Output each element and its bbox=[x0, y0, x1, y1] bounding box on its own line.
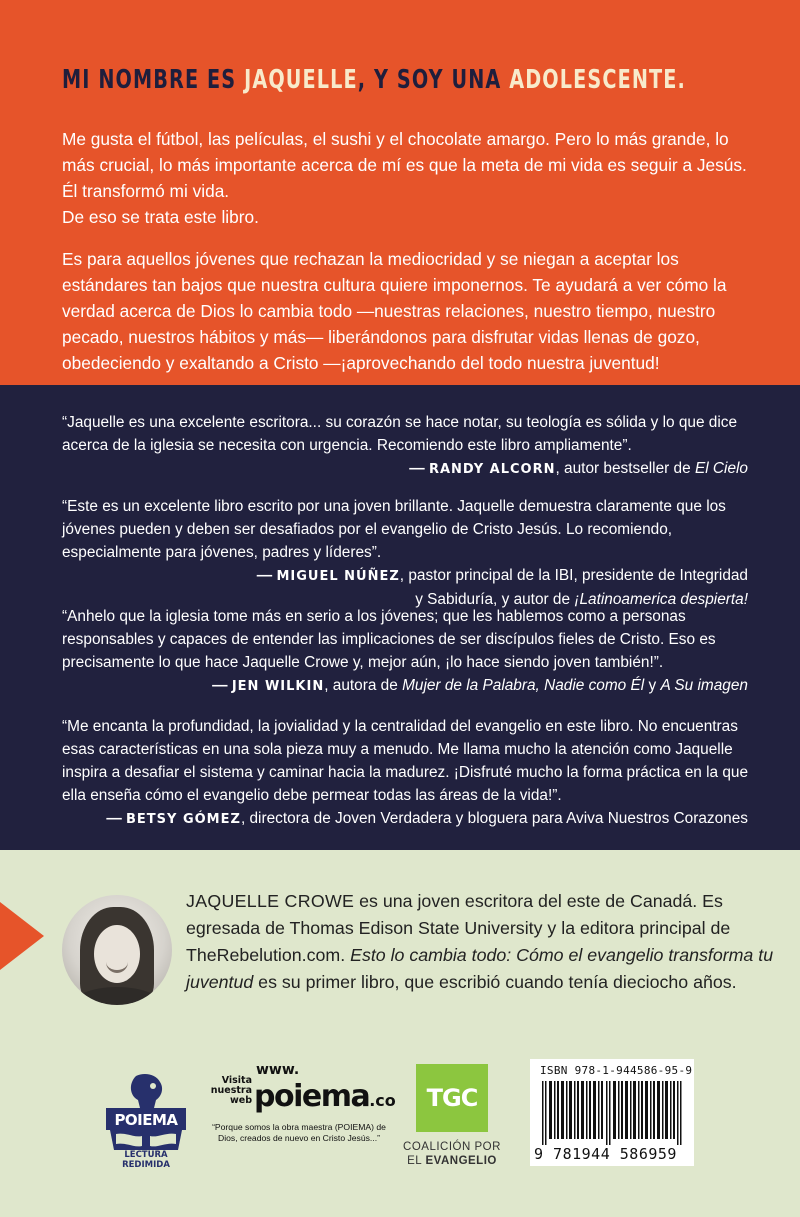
author-name: JAQUELLE CROWE bbox=[186, 891, 355, 911]
arrow-marker bbox=[0, 902, 44, 970]
isbn-digits: 9 781944 586959 bbox=[534, 1145, 677, 1163]
endorsements-section bbox=[0, 385, 800, 850]
book-title: Esto lo cambia todo: Cómo el evangelio transforma tu juventud bbox=[186, 945, 774, 992]
isbn-label: ISBN 978-1-944586-95-9 bbox=[540, 1064, 693, 1077]
endorser-name: MIGUEL NÚÑEZ bbox=[276, 569, 400, 584]
website-url: poiema bbox=[254, 1079, 370, 1114]
intro-paragraph-2: De eso se trata este libro. bbox=[62, 207, 259, 227]
endorsement-attribution: — JEN WILKIN, autora de Mujer de la Palabra, Nadie como Él y A Su imagen bbox=[212, 677, 748, 694]
barcode-icon bbox=[542, 1081, 682, 1145]
headline: MI NOMBRE ES JAQUELLE, Y SOY UNA ADOLESCENTE. bbox=[62, 65, 686, 95]
isbn-barcode bbox=[530, 1059, 694, 1166]
endorsement-text: “Me encanta la profundidad, la jovialidad y la centralidad del evangelio en este libro. No encuentras esas características en una sola pieza muy a menudo. Me llama mucho la atención como Jaquelle inspira a desafiar el sistema y caminar hacia la madurez. ¡Disfruté mucho la forma práctica en la que ella enseña cómo el evangelio debe permear todas las áreas de la vida!”. bbox=[62, 718, 749, 804]
poiema-logo: POIEMA LECTURA REDIMIDA bbox=[106, 1072, 186, 1164]
headline-name: JAQUELLE bbox=[244, 65, 358, 95]
endorsement bbox=[62, 605, 762, 698]
headline-word: ADOLESCENTE bbox=[509, 65, 678, 95]
endorsement bbox=[62, 411, 762, 481]
endorsement-attribution: — MIGUEL NÚÑEZ, pastor principal de la IBI, presidente de Integridad y Sabiduría, y autor de ¡Latinoamerica despierta! bbox=[256, 567, 748, 608]
endorser-name: RANDY ALCORN bbox=[428, 462, 556, 477]
endorsement bbox=[62, 715, 762, 831]
poiema-verse: “Porque somos la obra maestra (POIEMA) de Dios, creados de nuevo en Cristo Jesús...” bbox=[212, 1122, 386, 1143]
endorsement-text: “Este es un excelente libro escrito por una joven brillante. Jaquelle demuestra claramente que los jóvenes pueden y deben ser desafiados por el evangelio de Cristo Jesús. Lo recomiendo, especialmente para jóvenes, padres y líderes”. bbox=[62, 498, 726, 561]
synopsis-section bbox=[0, 0, 800, 385]
poiema-website-logo: Visita nuestra web www. poiema.co “Porque somos la obra maestra (POIEMA) de Dios, creados de nuevo en Cristo Jesús...” bbox=[204, 1072, 394, 1162]
intro-paragraph-1: Me gusta el fútbol, las películas, el sushi y el chocolate amargo. Pero lo más grande, lo más crucial, lo más importante acerca de mí es que la meta de mi vida es seguir a Jesús. Él transformó mi vida. bbox=[62, 129, 747, 201]
author-section bbox=[0, 850, 800, 1217]
tgc-logo: TGC COALICIÓN POR EL EVANGELIO bbox=[402, 1064, 502, 1174]
endorser-name: BETSY GÓMEZ bbox=[126, 812, 241, 827]
endorsement-attribution: — RANDY ALCORN, autor bestseller de El Cielo bbox=[409, 460, 748, 477]
endorsement-attribution: — BETSY GÓMEZ, directora de Joven Verdadera y bloguera para Aviva Nuestros Corazones bbox=[106, 810, 748, 827]
endorsement-text: “Jaquelle es una excelente escritora... su corazón se hace notar, su teología es sólida y lo que dice acerca de la iglesia se necesita con urgencia. Recomiendo este libro ampliamente”. bbox=[62, 414, 738, 454]
author-bio: JAQUELLE CROWE es una joven escritora del este de Canadá. Es egresada de Thomas Edison State University y la editora principal de TheRebelution.com. Esto lo cambia todo: Cómo el evangelio transforma tu juventud es su primer libro, que escribió cuando tenía dieciocho años. bbox=[186, 891, 774, 992]
endorsement bbox=[62, 495, 762, 611]
intro-paragraph-3: Es para aquellos jóvenes que rechazan la mediocridad y se niegan a aceptar los estándares tan bajos que nuestra cultura quiere imponernos. Te ayudará a ver cómo la verdad acerca de Dios lo cambia todo —nuestras relaciones, nuestro tiempo, nuestro pecado, nuestros hábitos y más— liberándonos para disfrutar vidas llenas de gozo, obedeciendo y exaltando a Cristo —¡aprovechando del todo nuestra juventud! bbox=[62, 249, 727, 373]
endorsement-text: “Anhelo que la iglesia tome más en serio a los jóvenes; que les hablemos como a personas responsables y capaces de entender las implicaciones de ser discípulos fieles de Cristo. Eso es precisamente lo que hace Jaquelle Crowe y, mejor aún, ¡lo hace siendo joven también!”. bbox=[62, 608, 716, 671]
endorser-name: JEN WILKIN bbox=[231, 679, 325, 694]
author-photo bbox=[62, 895, 172, 1005]
